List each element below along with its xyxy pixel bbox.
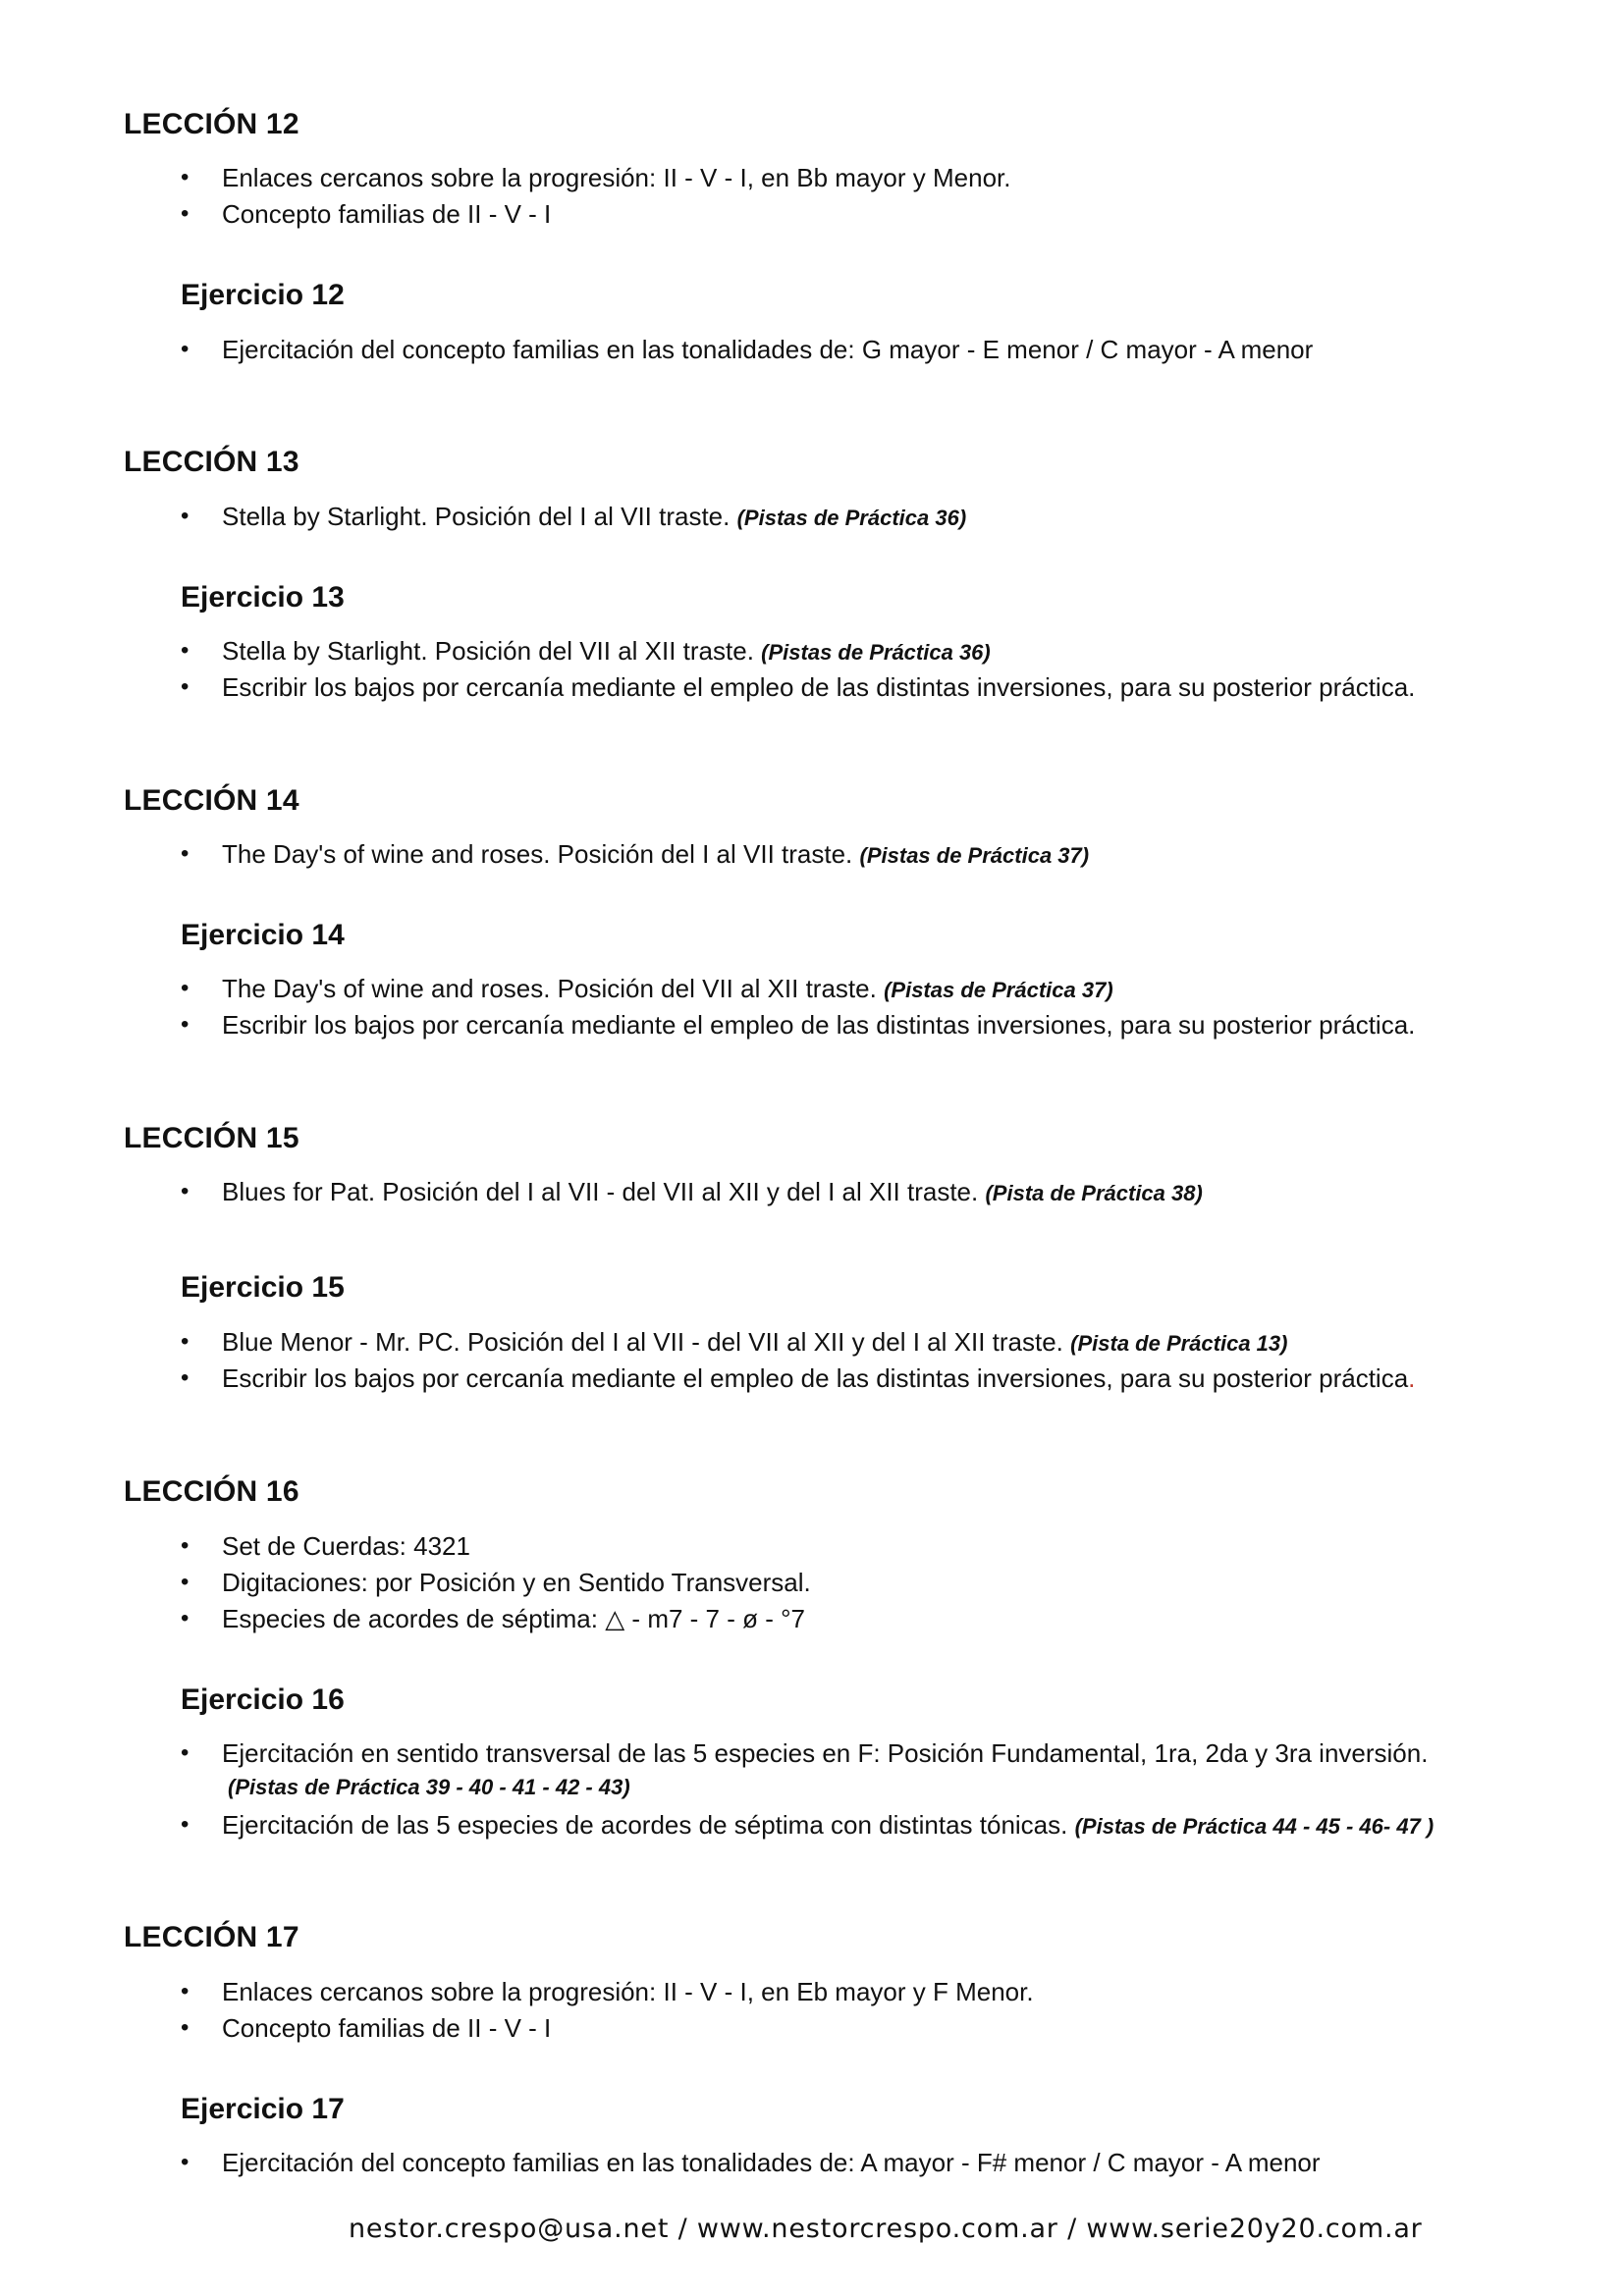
practice-track-note: (Pistas de Práctica 37): [884, 978, 1113, 1002]
lesson-15-heading: LECCIÓN 15: [124, 1122, 299, 1154]
bullet: •: [181, 1811, 189, 1838]
lesson-16-heading: LECCIÓN 16: [124, 1475, 299, 1508]
bullet: •: [181, 503, 189, 529]
bullet: •: [181, 1978, 189, 2004]
footer-contact: nestor.crespo@usa.net / www.nestorcrespo.com.ar / www.serie20y20.com.ar: [349, 2214, 1423, 2244]
bullet: •: [181, 1605, 189, 1631]
list-item-text: Ejercitación del concepto familias en las tonalidades de: A mayor - F# menor / C mayor - A menor: [222, 2148, 1321, 2177]
list-item-text: Escribir los bajos por cercanía mediante el empleo de las distintas inversiones, para su posterior práctica.: [222, 1010, 1416, 1040]
practice-track-note: (Pista de Práctica 13): [1070, 1331, 1288, 1356]
list-item-text: Blue Menor - Mr. PC. Posición del I al VII - del VII al XII y del I al XII traste. (Pista de Práctica 13): [222, 1327, 1288, 1357]
practice-track-note: (Pistas de Práctica 39 - 40 - 41 - 42 - 43): [228, 1775, 630, 1799]
bullet: •: [181, 1569, 189, 1595]
bullet: •: [181, 2014, 189, 2041]
practice-track-note: (Pistas de Práctica 36): [761, 640, 991, 665]
bullet: •: [181, 1178, 189, 1204]
list-item-text: The Day's of wine and roses. Posición del I al VII traste. (Pistas de Práctica 37): [222, 839, 1090, 869]
list-item-text: Enlaces cercanos sobre la progresión: II - V - I, en Bb mayor y Menor.: [222, 163, 1011, 192]
list-item-text: Stella by Starlight. Posición del VII al XII traste. (Pistas de Práctica 36): [222, 636, 991, 666]
bullet: •: [181, 1364, 189, 1391]
list-item-text: Escribir los bajos por cercanía mediante el empleo de las distintas inversiones, para su posterior práctica.: [222, 672, 1416, 702]
lesson-14-heading: LECCIÓN 14: [124, 784, 299, 817]
bullet: •: [181, 840, 189, 867]
list-item-text: Stella by Starlight. Posición del I al VII traste. (Pistas de Práctica 36): [222, 502, 967, 531]
bullet: •: [181, 1011, 189, 1038]
bullet: •: [181, 673, 189, 700]
list-item-text: Blues for Pat. Posición del I al VII - del VII al XII y del I al XII traste. (Pista de Práctica 38): [222, 1177, 1203, 1206]
list-item-text: Escribir los bajos por cercanía mediante el empleo de las distintas inversiones, para su posterior práctica.: [222, 1363, 1416, 1393]
bullet: •: [181, 1739, 189, 1766]
list-item-text: Set de Cuerdas: 4321: [222, 1531, 470, 1561]
lesson-17-heading: LECCIÓN 17: [124, 1921, 299, 1953]
list-item-text: Enlaces cercanos sobre la progresión: II - V - I, en Eb mayor y F Menor.: [222, 1977, 1034, 2006]
exercise-15-heading: Ejercicio 15: [181, 1271, 345, 1304]
bullet: •: [181, 975, 189, 1001]
list-item-text: Concepto familias de II - V - I: [222, 2013, 552, 2043]
bullet: •: [181, 336, 189, 362]
lesson-12-heading: LECCIÓN 12: [124, 108, 299, 140]
list-item-text: Concepto familias de II - V - I: [222, 199, 552, 229]
exercise-12-heading: Ejercicio 12: [181, 279, 345, 311]
list-item-text: The Day's of wine and roses. Posición del VII al XII traste. (Pistas de Práctica 37): [222, 974, 1113, 1003]
lesson-13-heading: LECCIÓN 13: [124, 446, 299, 478]
list-item-text: Ejercitación de las 5 especies de acordes de séptima con distintas tónicas. (Pistas de Práctica 44 - 45 - 46- 47 ): [222, 1810, 1435, 1840]
bullet: •: [181, 1328, 189, 1355]
exercise-14-heading: Ejercicio 14: [181, 919, 345, 951]
practice-track-note: (Pistas de Práctica 36): [736, 506, 967, 530]
exercise-16-heading: Ejercicio 16: [181, 1683, 345, 1716]
bullet: •: [181, 1532, 189, 1559]
bullet: •: [181, 637, 189, 664]
bullet: •: [181, 200, 189, 227]
practice-track-note: (Pistas de Práctica 44 - 45 - 46- 47 ): [1074, 1814, 1435, 1839]
list-item-text: Ejercitación en sentido transversal de las 5 especies en F: Posición Fundamental, 1ra, 2da y 3ra inversión.: [222, 1738, 1429, 1768]
bullet: •: [181, 2149, 189, 2175]
bullet: •: [181, 164, 189, 190]
list-item-text: Ejercitación del concepto familias en las tonalidades de: G mayor - E menor / C mayor - A menor: [222, 335, 1314, 364]
list-item-text: Digitaciones: por Posición y en Sentido Transversal.: [222, 1568, 811, 1597]
practice-track-note: (Pistas de Práctica 37): [859, 843, 1090, 868]
list-item-text: Especies de acordes de séptima: △ - m7 - 7 - ø - °7: [222, 1604, 805, 1633]
practice-track-note: (Pista de Práctica 38): [985, 1181, 1203, 1205]
exercise-13-heading: Ejercicio 13: [181, 581, 345, 614]
exercise-17-heading: Ejercicio 17: [181, 2093, 345, 2125]
